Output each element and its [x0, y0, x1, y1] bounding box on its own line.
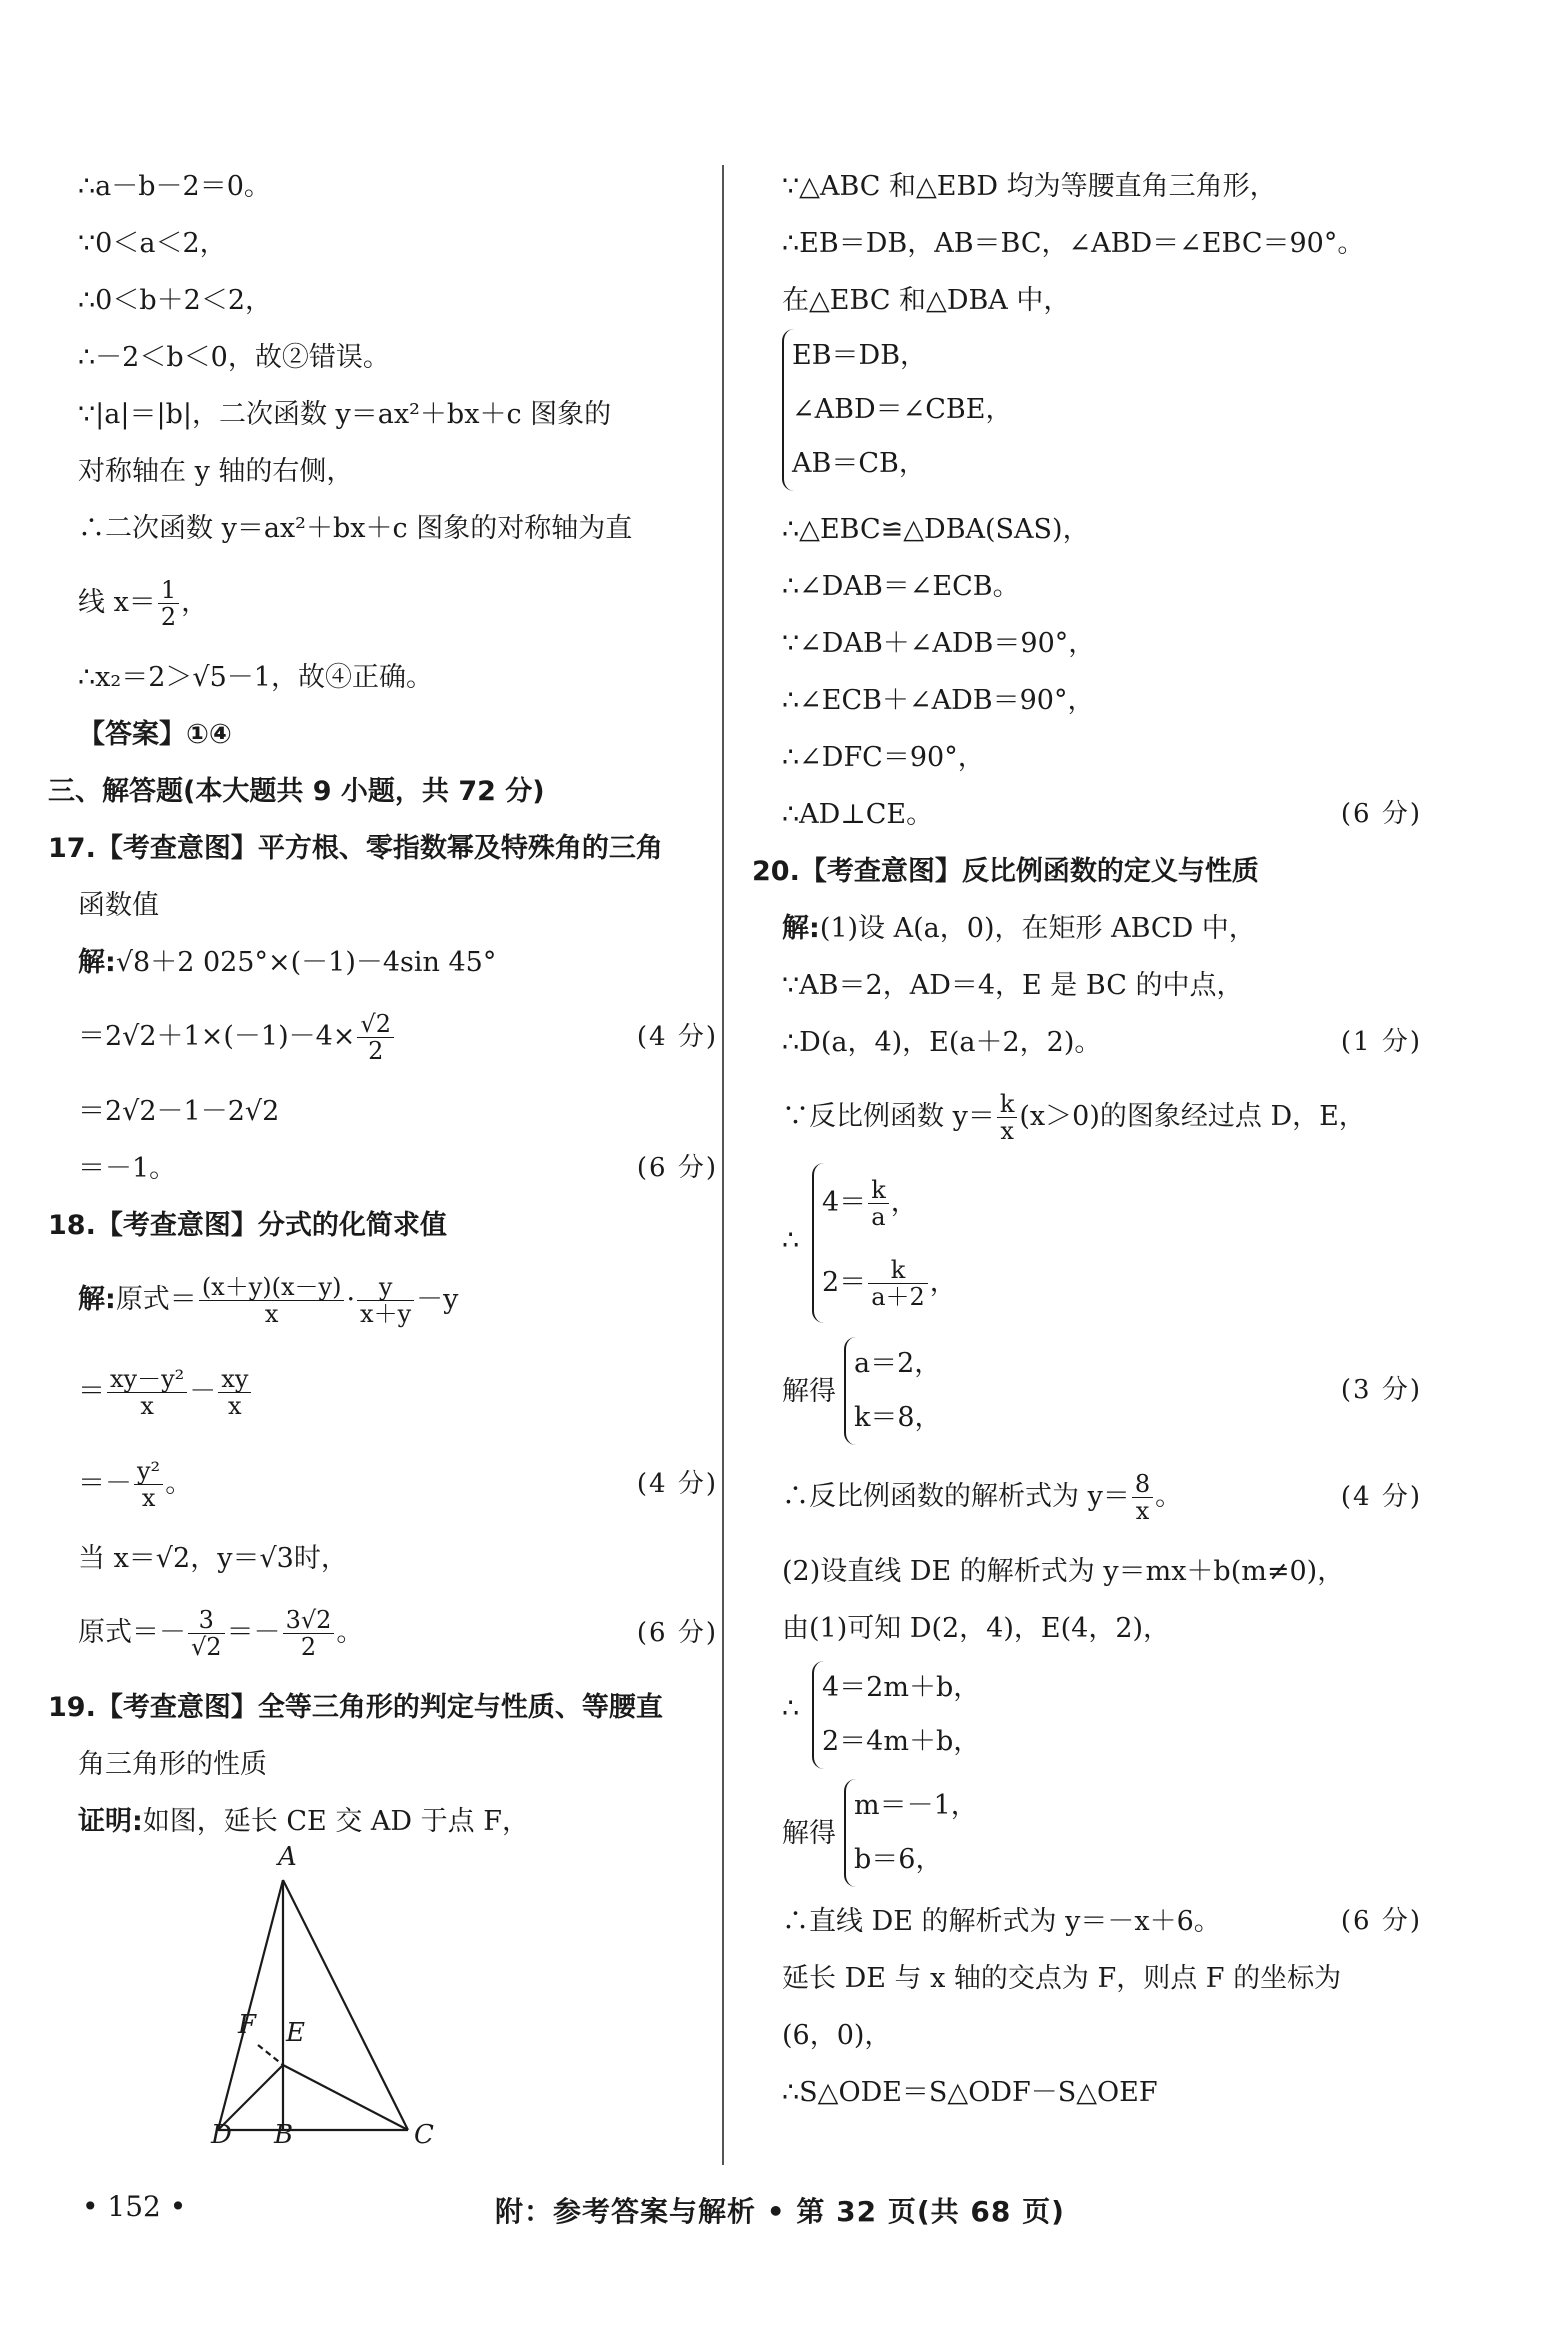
- label-E: E: [286, 2018, 305, 2048]
- score-label: (1 分): [1340, 1027, 1422, 1057]
- text-line: ∴∠DFC＝90°，: [782, 742, 985, 773]
- question-17-title: 17.【考查意图】平方根、零指数幂及特殊角的三角: [48, 833, 663, 864]
- text: ∴: [782, 1693, 800, 1724]
- denominator: x: [140, 1392, 154, 1420]
- text: ∴AD⊥CE。: [782, 799, 934, 830]
- score-label: (4 分): [1340, 1482, 1422, 1512]
- segment-DA: [218, 1880, 283, 2130]
- text: 如图，延长 CE 交 AD 于点 F，: [142, 1806, 529, 1837]
- equation: a＝2，: [854, 1348, 942, 1379]
- equation: ∠ABD＝∠CBE，: [792, 394, 1013, 425]
- question-20-title: 20.【考查意图】反比例函数的定义与性质: [752, 856, 1259, 887]
- text-line: [78, 1587, 718, 1679]
- numerator: k: [868, 1177, 889, 1204]
- brace-system: [844, 1337, 942, 1445]
- text: ∴直线 DE 的解析式为 y＝－x＋6。: [782, 1906, 1221, 1937]
- equation: [822, 1163, 957, 1243]
- fraction: [199, 1274, 345, 1328]
- numerator: √2: [357, 1011, 394, 1038]
- text-line: [782, 1893, 1422, 1950]
- text-line: [78, 1140, 718, 1197]
- text-line: ∵∠DAB＋∠ADB＝90°，: [782, 628, 1096, 659]
- text: 2＝: [822, 1267, 867, 1298]
- equation-system: [782, 1163, 1422, 1333]
- question-19-title: 19.【考查意图】全等三角形的判定与性质、等腰直: [48, 1692, 663, 1723]
- equation-system: [782, 1657, 1422, 1775]
- numerator: k: [868, 1257, 928, 1284]
- equation: EB＝DB，: [792, 340, 928, 371]
- text: ＝－: [78, 1468, 132, 1499]
- fraction: [868, 1257, 928, 1311]
- text-line: 函数值: [78, 890, 159, 921]
- text: 解得: [782, 1818, 836, 1849]
- text: ∵反比例函数 y＝: [782, 1101, 995, 1132]
- denominator: 2: [300, 1633, 317, 1661]
- text-line: ∴S△ODE＝S△ODF－S△OEF: [782, 2077, 1158, 2108]
- text: 原式＝: [115, 1284, 197, 1315]
- text-line: ∵|a|＝|b|，二次函数 y＝ax²＋bx＋c 图象的: [78, 399, 612, 430]
- numerator: 3: [188, 1607, 225, 1634]
- text-line: ∴二次函数 y＝ax²＋bx＋c 图象的对称轴为直: [78, 513, 633, 544]
- numerator: 3√2: [283, 1607, 335, 1634]
- score-label: (6 分): [636, 1618, 718, 1648]
- left-column: [48, 150, 718, 2150]
- text: (1)设 A(a，0)，在矩形 ABCD 中，: [819, 913, 1256, 944]
- solution-label: 解:: [78, 1284, 116, 1315]
- text-line: [78, 1346, 718, 1438]
- text: 4＝: [822, 1187, 867, 1218]
- text-line: [78, 1438, 718, 1530]
- text: －: [189, 1376, 217, 1407]
- numerator: xy－y²: [107, 1366, 187, 1393]
- section-heading: 三、解答题(本大题共 9 小题，共 72 分): [48, 776, 545, 807]
- text: 。: [1155, 1481, 1183, 1512]
- denominator: x: [1000, 1117, 1014, 1145]
- score-label: (4 分): [636, 1469, 718, 1499]
- score-label: (6 分): [636, 1153, 718, 1183]
- text: ＝－: [226, 1617, 281, 1648]
- denominator: x: [141, 1484, 156, 1512]
- text-line: (2)设直线 DE 的解析式为 y＝mx＋b(m≠0)，: [782, 1556, 1345, 1587]
- text: 解得: [782, 1376, 836, 1407]
- text: ·: [346, 1284, 356, 1315]
- text: ＝: [78, 1376, 105, 1407]
- text: ∴D(a，4)，E(a＋2，2)。: [782, 1027, 1102, 1058]
- text: ，: [890, 1187, 918, 1218]
- text-line: [78, 1254, 718, 1346]
- numerator: xy: [218, 1366, 251, 1393]
- label-A: A: [278, 1842, 297, 1872]
- label-B: B: [274, 2120, 294, 2150]
- text-line: ∴x₂＝2＞√5－1，故④正确。: [78, 662, 433, 693]
- text: ，: [181, 587, 209, 618]
- equation: [822, 1243, 957, 1323]
- equation: 2＝4m＋b，: [822, 1726, 981, 1757]
- right-column: [752, 150, 1422, 2121]
- column-divider: [722, 165, 724, 2165]
- text-line: [782, 1451, 1422, 1543]
- text-line: [78, 991, 718, 1083]
- text-line: [782, 786, 1422, 843]
- text-line: 对称轴在 y 轴的右侧，: [78, 456, 354, 487]
- proof-label: 证明:: [78, 1806, 143, 1837]
- text: 线 x＝: [78, 587, 156, 618]
- equation-system: [782, 329, 1422, 501]
- numerator: k: [997, 1091, 1018, 1118]
- brace-system: [844, 1779, 978, 1887]
- text: ∴: [782, 1225, 800, 1256]
- denominator: x: [1135, 1497, 1150, 1525]
- text-line: (6，0)，: [782, 2020, 892, 2051]
- text: 。: [165, 1468, 193, 1499]
- segment-AC: [283, 1880, 408, 2130]
- text-line: ∴0＜b＋2＜2，: [78, 285, 272, 316]
- denominator: x: [264, 1300, 279, 1328]
- text: －y: [416, 1284, 459, 1315]
- question-18-title: 18.【考查意图】分式的化简求值: [48, 1210, 447, 1241]
- text-line: ∵AB＝2，AD＝4，E 是 BC 的中点，: [782, 970, 1244, 1001]
- denominator: 2: [368, 1037, 384, 1065]
- solution-system: [782, 1775, 1422, 1893]
- fraction: [107, 1366, 187, 1420]
- triangle-diagram: [218, 1850, 538, 2140]
- footer-title: 附：参考答案与解析 • 第 32 页(共 68 页): [495, 2195, 1065, 2228]
- denominator: a＋2: [871, 1283, 925, 1311]
- score-label: (6 分): [1340, 799, 1422, 829]
- text-line: [78, 557, 718, 649]
- fraction: [158, 577, 179, 631]
- equation: b＝6，: [854, 1844, 943, 1875]
- text-line: 由(1)可知 D(2，4)，E(4，2)，: [782, 1613, 1171, 1644]
- equation: 4＝2m＋b，: [822, 1672, 981, 1703]
- label-D: D: [211, 2120, 232, 2150]
- score-label: (4 分): [636, 1022, 718, 1052]
- brace-system: [812, 1661, 980, 1769]
- text: 原式＝－: [78, 1617, 186, 1648]
- text-line: ∴EB＝DB，AB＝BC，∠ABD＝∠EBC＝90°。: [782, 228, 1365, 259]
- text-line: [782, 1014, 1422, 1071]
- page-number: • 152 •: [82, 2190, 187, 2223]
- numerator: y²: [134, 1458, 163, 1485]
- text: ＝－1。: [78, 1153, 177, 1184]
- solution-system: [782, 1333, 1422, 1451]
- answer-line: 【答案】①④: [78, 719, 232, 750]
- text-line: 当 x＝√2，y＝√3时，: [78, 1543, 348, 1574]
- denominator: x＋y: [360, 1300, 412, 1328]
- equation: AB＝CB，: [792, 448, 926, 479]
- equation: m＝－1，: [854, 1790, 978, 1821]
- text-line: ∵0＜a＜2，: [78, 228, 227, 259]
- label-F: F: [238, 2010, 257, 2040]
- fraction: [868, 1177, 889, 1231]
- label-C: C: [414, 2120, 434, 2150]
- text: (x＞0)的图象经过点 D，E，: [1019, 1101, 1366, 1132]
- denominator: √2: [191, 1633, 222, 1661]
- score-label: (3 分): [1340, 1375, 1422, 1405]
- text-line: [782, 900, 1422, 957]
- segment-EC: [283, 2065, 408, 2130]
- fraction: [997, 1091, 1018, 1145]
- denominator: a: [871, 1203, 886, 1231]
- page-footer: [0, 2190, 1560, 2250]
- numerator: y: [357, 1274, 414, 1301]
- text-line: ∴△EBC≌△DBA(SAS)，: [782, 514, 1090, 545]
- brace-system: [812, 1163, 957, 1323]
- text-line: [78, 1793, 718, 1850]
- text-line: ∵△ABC 和△EBD 均为等腰直角三角形，: [782, 171, 1277, 202]
- denominator: 2: [160, 603, 177, 631]
- fraction: [283, 1607, 335, 1661]
- text-line: ∴a－b－2＝0。: [78, 171, 271, 202]
- text-line: [78, 934, 718, 991]
- text: ＝2√2＋1×(－1)－4×: [78, 1021, 356, 1052]
- fraction: [1132, 1471, 1153, 1525]
- fraction: [188, 1607, 225, 1661]
- denominator: x: [228, 1392, 242, 1420]
- score-label: (6 分): [1340, 1906, 1422, 1936]
- text-line: 在△EBC 和△DBA 中，: [782, 285, 1071, 316]
- text-line: [782, 1071, 1422, 1163]
- numerator: 1: [158, 577, 179, 604]
- brace-system: [782, 329, 1012, 491]
- fraction: [134, 1458, 163, 1512]
- equation: k＝8，: [854, 1402, 942, 1433]
- text: ，: [929, 1267, 957, 1298]
- segment-FE-dashed: [258, 2045, 283, 2065]
- fraction: [218, 1366, 251, 1420]
- text-line: 角三角形的性质: [78, 1749, 267, 1780]
- text-line: ＝2√2－1－2√2: [78, 1096, 280, 1127]
- text-line: ∴∠ECB＋∠ADB＝90°，: [782, 685, 1095, 716]
- text-line: 延长 DE 与 x 轴的交点为 F，则点 F 的坐标为: [782, 1963, 1342, 1994]
- numerator: 8: [1132, 1471, 1153, 1498]
- text: √8＋2 025°×(－1)－4sin 45°: [115, 947, 497, 978]
- triangle-figure: [78, 1842, 718, 2150]
- solution-label: 解:: [782, 913, 820, 944]
- solution-label: 解:: [78, 947, 116, 978]
- fraction: [357, 1011, 394, 1065]
- text: ∴反比例函数的解析式为 y＝: [782, 1481, 1130, 1512]
- text-line: ∴∠DAB＝∠ECB。: [782, 571, 1020, 602]
- text-line: ∴－2＜b＜0，故②错误。: [78, 342, 390, 373]
- fraction: [357, 1274, 414, 1328]
- text: 。: [336, 1617, 364, 1648]
- numerator: (x＋y)(x－y): [199, 1274, 345, 1301]
